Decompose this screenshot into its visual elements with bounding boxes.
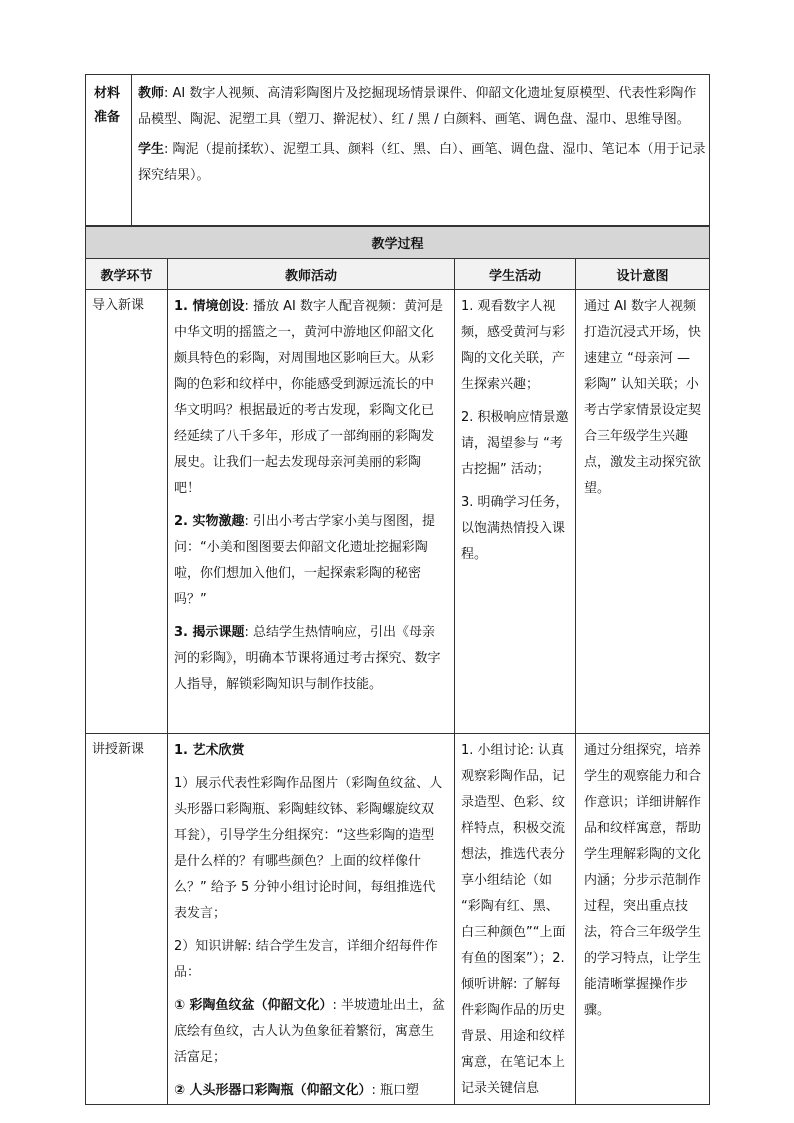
header-student: 学生活动: [455, 259, 576, 290]
teacher-paragraph: 1）展示代表性彩陶作品图片（彩陶鱼纹盆、人头形器口彩陶瓶、彩陶蛙纹钵、彩陶螺旋纹双耳瓮），引导学生分组探究：“这些彩陶的造型是什么样的？有哪些颜色？上面的纹样像什么？” 给予 5 分钟小组讨论时间，每组推选代表发言；: [174, 776, 443, 921]
header-row: [86, 259, 710, 290]
teacher-step-text: : 引出小考古学家小美与图图，提问：“小美和图图要去仰韶文化遗址挖掘彩陶啦，你们想加入他们，一起探索彩陶的秘密吗？”: [174, 514, 436, 607]
teacher-step-title: 3. 揭示课题: [174, 625, 245, 640]
process-table: [85, 226, 710, 1105]
header-stage: 教学环节: [86, 259, 168, 290]
stage-cell: 导入新课: [86, 290, 168, 734]
design-intent-cell: 通过分组探究，培养学生的观察能力和合作意识；详细讲解作品和纹样寓意，帮助学生理解彩陶的文化内涵；分步示范制作过程，突出重点技法，符合三年级学生的学习特点，让学生能清晰掌握操作步骤。: [576, 734, 710, 1105]
header-teacher: 教师活动: [168, 259, 455, 290]
teacher-paragraph: 2）知识讲解: 结合学生发言，详细介绍每件作品：: [174, 939, 438, 980]
materials-label: 材料准备: [86, 75, 132, 226]
process-title: 教学过程: [86, 227, 710, 259]
teacher-activity-cell: [168, 734, 455, 1105]
teacher-step-title: 1. 艺术欣赏: [174, 743, 245, 758]
artwork-title: ② 人头形器口彩陶瓶（仰韶文化）: [174, 1083, 372, 1098]
table-row: [86, 734, 710, 1105]
student-materials-text: : 陶泥（提前揉软）、泥塑工具、颜料（红、黑、白）、画笔、调色盘、湿巾、笔记本（用于记录探究结果）。: [138, 142, 706, 183]
teacher-activity-cell: [168, 290, 455, 734]
teacher-paragraph: [174, 1078, 446, 1104]
table-row: [86, 290, 710, 734]
student-materials-label: 学生: [138, 142, 165, 157]
teacher-materials-label: 教师: [138, 86, 165, 101]
teacher-step: [174, 620, 446, 698]
materials-content: [132, 75, 710, 226]
materials-table: [85, 74, 710, 226]
teacher-materials-text: : AI 数字人视频、高清彩陶图片及挖掘现场情景课件、仰韶文化遗址复原模型、代表性彩陶作品模型、陶泥、泥塑工具（塑刀、擀泥杖）、红 / 黑 / 白颜料、画笔、调色盘、湿巾、思维导图。: [138, 86, 697, 127]
header-intent: 设计意图: [576, 259, 710, 290]
teacher-step-title: 2. 实物激趣: [174, 514, 245, 529]
design-intent-cell: 通过 AI 数字人视频打造沉浸式开场，快速建立 “母亲河 — 彩陶” 认知关联；小考古学家情景设定契合三年级学生兴趣点，激发主动探究欲望。: [576, 290, 710, 734]
teacher-paragraph: [174, 993, 446, 1071]
teacher-step: [174, 738, 446, 764]
artwork-text: : 瓶口塑: [371, 1083, 420, 1098]
student-step: 1. 观看数字人视频，感受黄河与彩陶的文化关联，产生探索兴趣；: [461, 299, 566, 392]
student-activity-cell: 1. 小组讨论: 认真观察彩陶作品，记录造型、色彩、纹样特点，积极交流想法，推选代表分享小组结论（如 “彩陶有红、黑、白三种颜色”“上面有鱼的图案”）；2. 倾听讲解: 了解每件彩陶作品的历史背景、用途和纹样寓意，在笔记本上记录关键信息: [455, 734, 576, 1105]
student-activity-cell: [455, 290, 576, 734]
artwork-title: ① 彩陶鱼纹盆（仰韶文化）: [174, 998, 333, 1013]
student-step: 2. 积极响应情景邀请，渴望参与 “考古挖掘” 活动；: [461, 410, 569, 477]
student-materials: [138, 137, 707, 189]
student-step: 3. 明确学习任务，以饱满热情投入课程。: [461, 495, 569, 562]
teacher-step: [174, 294, 446, 502]
teacher-step: [174, 509, 446, 613]
teacher-step-title: 1. 情境创设: [174, 299, 245, 314]
artwork-text: : 半坡遗址出土，盆底绘有鱼纹，古人认为鱼象征着繁衍，寓意生活富足；: [174, 998, 446, 1065]
teacher-step-text: : 播放 AI 数字人配音视频：黄河是中华文明的摇篮之一，黄河中游地区仰韶文化颇具特色的彩陶，对周围地区影响巨大。从彩陶的色彩和纹样中，你能感受到源远流长的中华文明吗？根据最近的考古发现，彩陶文化已经延续了八千多年，形成了一部绚丽的彩陶发展史。让我们一起去发现母亲河美丽的彩陶吧！: [174, 299, 444, 496]
teacher-materials: [138, 81, 707, 133]
teacher-step-text: : 总结学生热情响应，引出《母亲河的彩陶》，明确本节课将通过考古探究、数字人指导，解锁彩陶知识与制作技能。: [174, 625, 441, 692]
stage-cell: 讲授新课: [86, 734, 168, 1105]
